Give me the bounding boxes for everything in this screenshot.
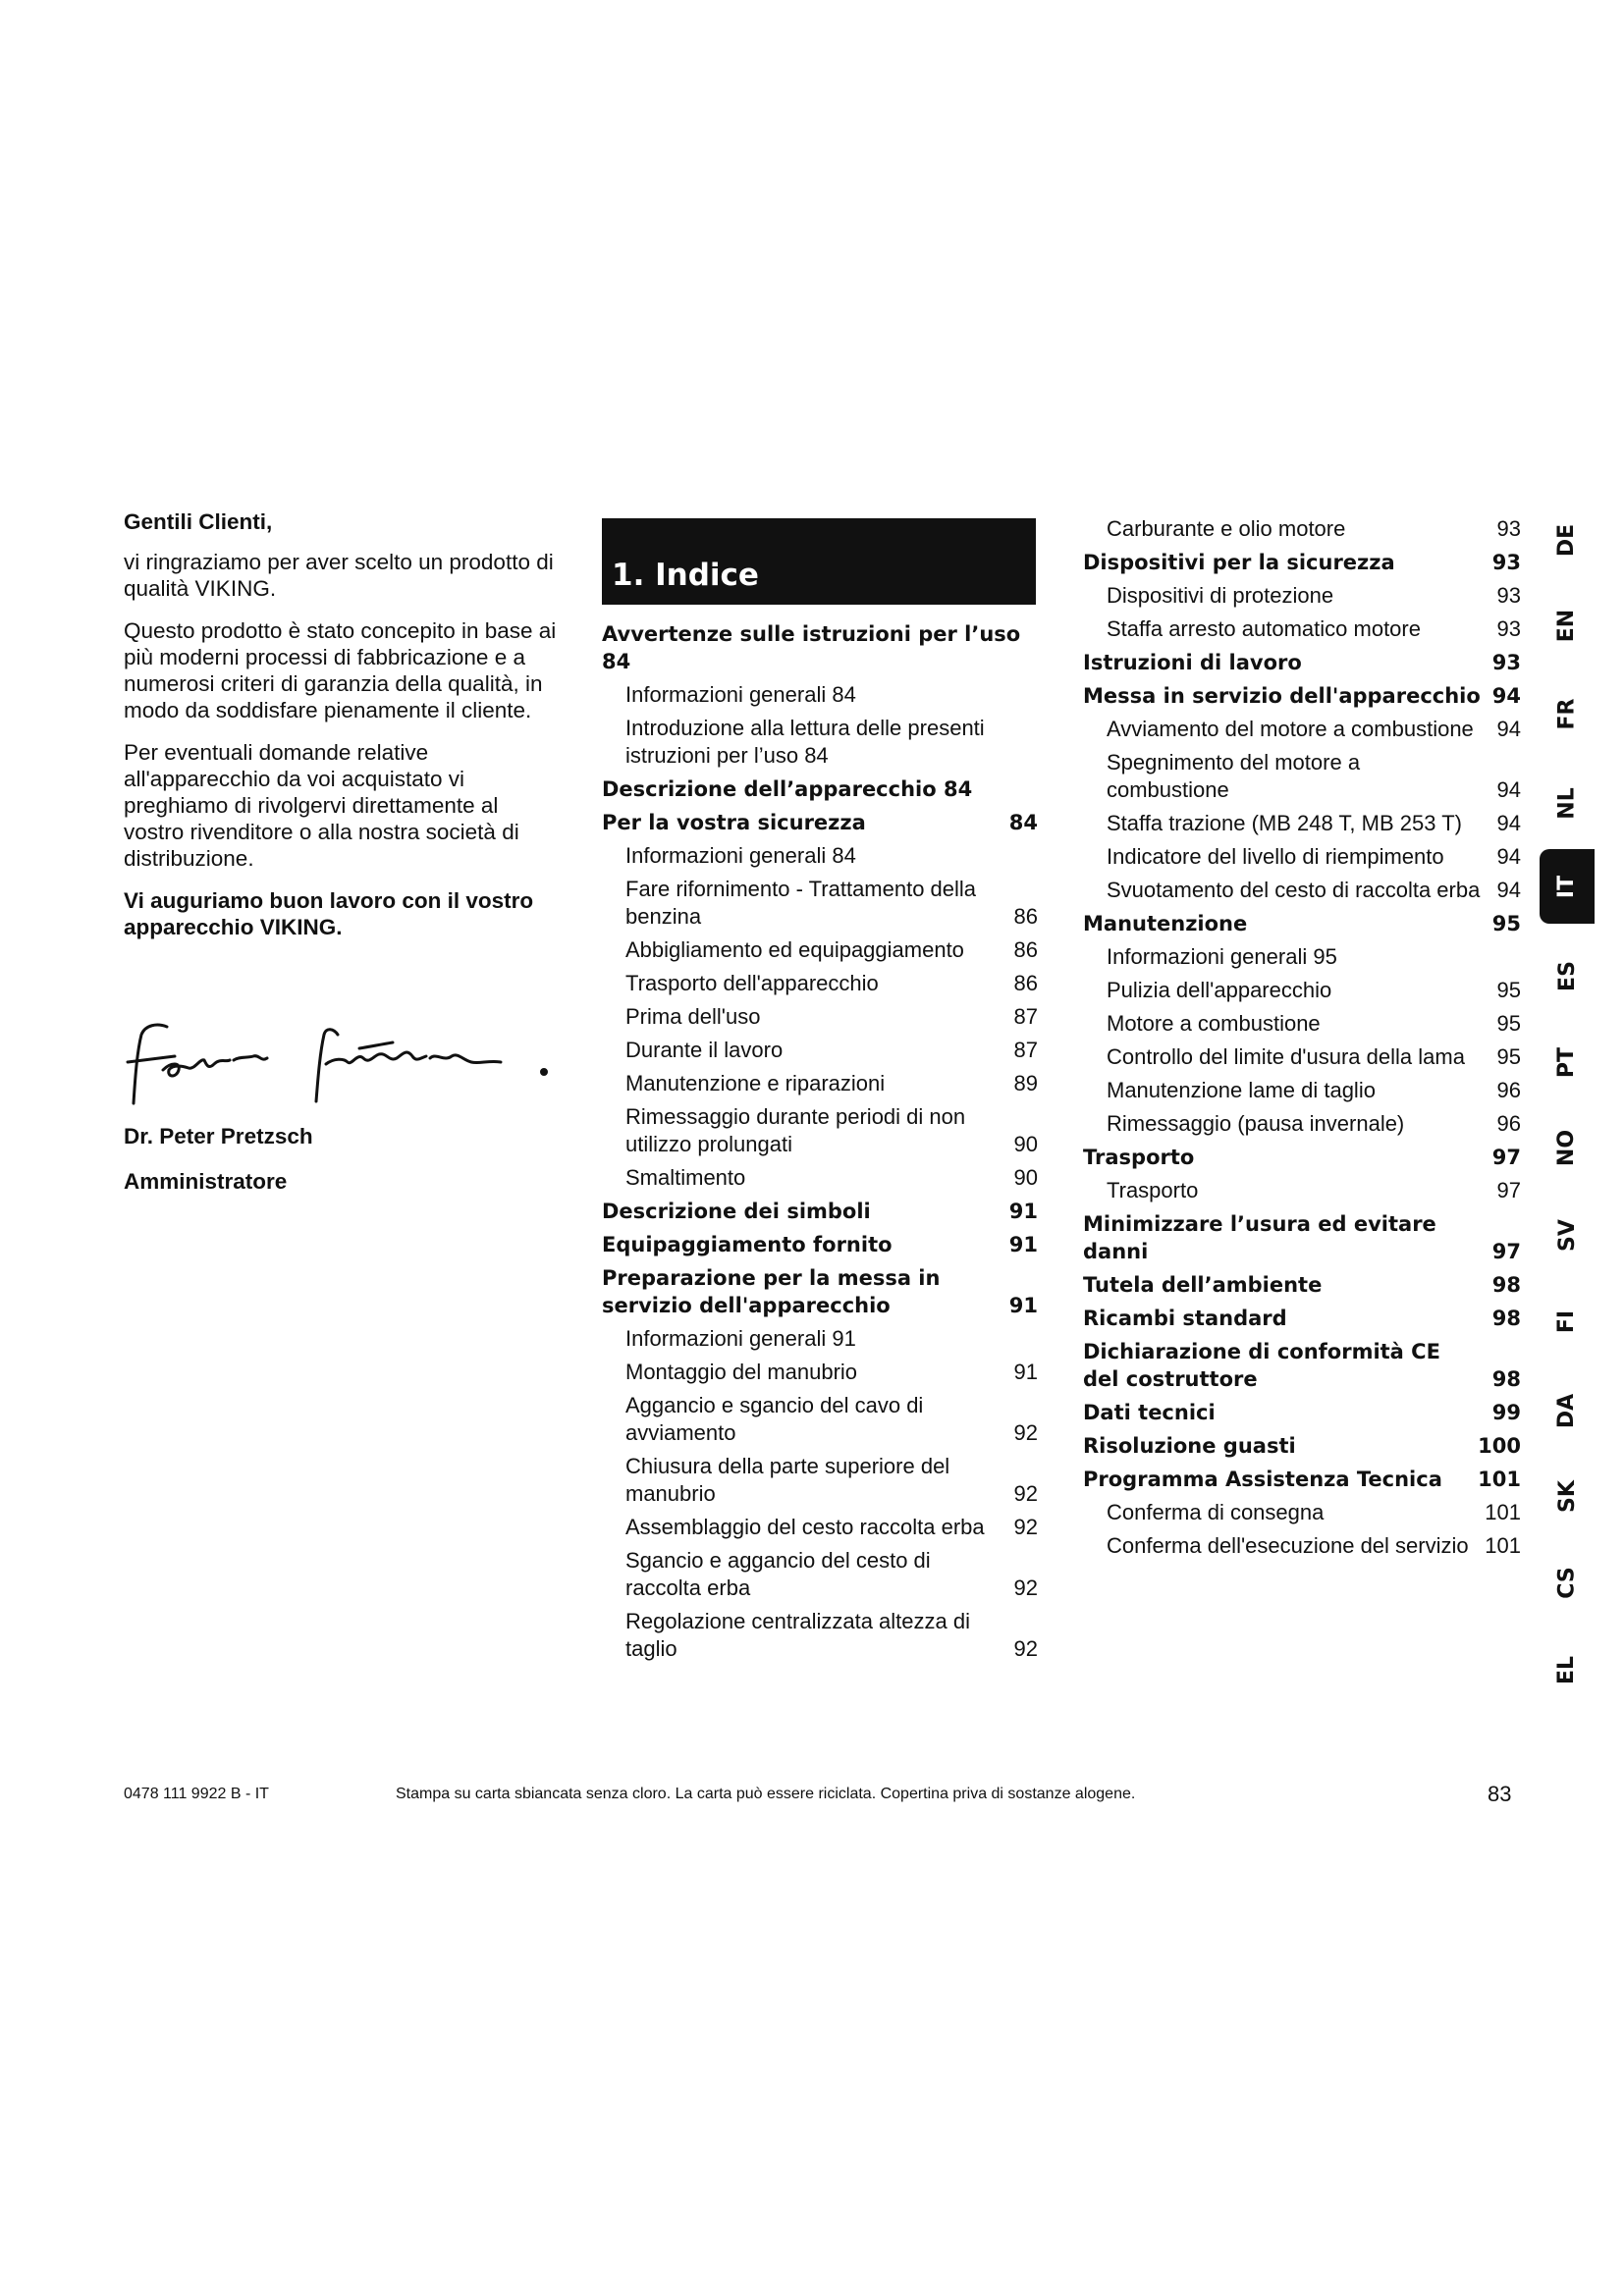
toc-entry-title: Messa in servizio dell'apparecchio (1083, 684, 1481, 708)
language-tab-label: DA (1554, 1393, 1580, 1428)
toc-entry (1083, 977, 1521, 1004)
language-tab-pt (1540, 1038, 1595, 1087)
toc-entry (1083, 582, 1521, 610)
language-tab-en (1540, 601, 1595, 650)
toc-entry (602, 1003, 1038, 1031)
toc-entry-page: 90 (1013, 1165, 1038, 1190)
toc-entry-title: Regolazione centralizzata altezza di taglio (625, 1609, 970, 1661)
toc-entry (1083, 1077, 1521, 1104)
language-tab-el (1540, 1645, 1595, 1694)
toc-entry-page: 87 (1013, 1038, 1038, 1062)
toc-entry (1083, 716, 1521, 743)
toc-entry-title: Avvertenze sulle istruzioni per l’uso 84 (602, 622, 1021, 673)
language-tab-label: FR (1554, 698, 1580, 729)
toc-entry-title: Assemblaggio del cesto raccolta erba (625, 1515, 985, 1539)
toc-entry-page: 94 (1496, 811, 1521, 835)
toc-entry (602, 1514, 1038, 1541)
language-tab-label: SV (1554, 1218, 1580, 1252)
toc-entry-page: 100 (1478, 1434, 1521, 1458)
toc-column-2 (602, 620, 1038, 1669)
toc-entry-title: Informazioni generali 84 (625, 682, 856, 707)
toc-entry (1083, 1177, 1521, 1204)
toc-entry (602, 1325, 1038, 1353)
toc-entry-page: 95 (1491, 912, 1521, 935)
handwritten-signature (124, 1013, 556, 1111)
toc-entry-title: Preparazione per la messa in servizio dell'apparecchio (602, 1266, 941, 1317)
toc-entry-title: Indicatore del livello di riempimento (1107, 844, 1444, 869)
toc-entry (602, 1264, 1038, 1319)
toc-entry (1083, 1043, 1521, 1071)
toc-entry-page: 86 (1013, 937, 1038, 962)
toc-entry-page: 93 (1496, 516, 1521, 541)
toc-entry (602, 1392, 1038, 1447)
toc-entry-page: 92 (1013, 1515, 1038, 1539)
toc-entry-page: 94 (1496, 777, 1521, 802)
toc-entry (1083, 1305, 1521, 1332)
toc-entry (602, 715, 1038, 770)
toc-entry (1083, 1110, 1521, 1138)
toc-entry-title: Staffa arresto automatico motore (1107, 616, 1421, 641)
toc-entry-title: Dispositivi per la sicurezza (1083, 551, 1395, 574)
toc-entry (602, 1359, 1038, 1386)
page-number: 83 (1488, 1782, 1512, 1806)
toc-entry (1083, 1144, 1521, 1171)
toc-entry-page: 101 (1485, 1533, 1521, 1558)
toc-entry-title: Dispositivi di protezione (1107, 583, 1334, 608)
language-tab-cs (1540, 1558, 1595, 1607)
toc-entry-page: 94 (1496, 717, 1521, 741)
language-tab-label: FI (1554, 1309, 1580, 1333)
toc-entry (602, 809, 1038, 836)
language-tab-it (1540, 849, 1595, 924)
toc-entry-title: Rimessaggio durante periodi di non utilizzo prolungati (625, 1104, 966, 1156)
language-tab-es (1540, 951, 1595, 1000)
toc-entry-page: 97 (1496, 1178, 1521, 1202)
language-tab-da (1540, 1386, 1595, 1435)
toc-entry-title: Svuotamento del cesto di raccolta erba (1107, 878, 1481, 902)
toc-entry-title: Ricambi standard (1083, 1307, 1287, 1330)
toc-entry-title: Risoluzione guasti (1083, 1434, 1296, 1458)
toc-entry (1083, 1210, 1521, 1265)
toc-entry (1083, 1532, 1521, 1560)
toc-entry (1083, 843, 1521, 871)
signer-name: Dr. Peter Pretzsch (124, 1124, 313, 1148)
toc-entry (1083, 749, 1521, 804)
toc-entry (602, 1070, 1038, 1097)
toc-entry-title: Manutenzione (1083, 912, 1248, 935)
toc-entry (602, 970, 1038, 997)
toc-entry-title: Spegnimento del motore a combustione (1107, 750, 1361, 802)
index-header (602, 518, 1036, 605)
toc-entry-title: Abbigliamento ed equipaggiamento (625, 937, 964, 962)
toc-entry (602, 1164, 1038, 1192)
toc-entry (1083, 682, 1521, 710)
toc-entry-title: Per la vostra sicurezza (602, 811, 866, 834)
toc-entry (1083, 810, 1521, 837)
toc-entry (602, 775, 1038, 803)
language-tab-label: SK (1554, 1479, 1580, 1513)
letter-paragraph-1: vi ringraziamo per aver scelto un prodotto di qualità VIKING. (124, 550, 554, 601)
toc-entry-title: Tutela dell’ambiente (1083, 1273, 1323, 1297)
toc-entry-page: 93 (1491, 551, 1521, 574)
toc-entry-page: 91 (1013, 1360, 1038, 1384)
toc-entry-page: 92 (1013, 1481, 1038, 1506)
language-tab-label: IT (1554, 875, 1580, 898)
toc-entry (1083, 615, 1521, 643)
toc-entry-page: 96 (1496, 1078, 1521, 1102)
toc-entry-title: Motore a combustione (1107, 1011, 1321, 1036)
toc-entry-title: Descrizione dell’apparecchio 84 (602, 777, 973, 801)
toc-entry-page: 92 (1013, 1636, 1038, 1661)
greeting: Gentili Clienti, (124, 509, 273, 534)
toc-entry-page: 101 (1485, 1500, 1521, 1524)
toc-entry-page: 91 (1008, 1233, 1038, 1256)
toc-entry (602, 842, 1038, 870)
language-tab-label: PT (1554, 1046, 1580, 1078)
toc-entry-title: Avviamento del motore a combustione (1107, 717, 1474, 741)
toc-entry-page: 90 (1013, 1132, 1038, 1156)
toc-entry-page: 93 (1496, 616, 1521, 641)
toc-entry-page: 97 (1491, 1240, 1521, 1263)
language-tab-sv (1540, 1210, 1595, 1259)
language-tab-sk (1540, 1471, 1595, 1521)
toc-entry-title: Durante il lavoro (625, 1038, 784, 1062)
toc-entry (1083, 1338, 1521, 1393)
toc-entry-page: 89 (1013, 1071, 1038, 1095)
toc-entry-title: Programma Assistenza Tecnica (1083, 1468, 1442, 1491)
language-tab-label: ES (1554, 960, 1580, 991)
toc-entry (1083, 1466, 1521, 1493)
toc-entry (602, 1037, 1038, 1064)
toc-entry (1083, 1399, 1521, 1426)
language-tab-fi (1540, 1297, 1595, 1346)
toc-entry-page: 95 (1496, 1044, 1521, 1069)
toc-column-3 (1083, 515, 1521, 1566)
toc-entry-page: 98 (1491, 1273, 1521, 1297)
toc-entry-page: 93 (1496, 583, 1521, 608)
toc-entry-page: 95 (1496, 1011, 1521, 1036)
toc-entry-title: Descrizione dei simboli (602, 1200, 871, 1223)
toc-entry-page: 94 (1496, 878, 1521, 902)
toc-entry (602, 681, 1038, 709)
toc-entry-title: Trasporto dell'apparecchio (625, 971, 879, 995)
toc-entry (1083, 649, 1521, 676)
toc-entry (602, 1608, 1038, 1663)
toc-entry (602, 1547, 1038, 1602)
toc-entry-page: 98 (1491, 1307, 1521, 1330)
toc-entry-title: Informazioni generali 84 (625, 843, 856, 868)
toc-entry-title: Fare rifornimento - Trattamento della benzina (625, 877, 977, 929)
language-tab-de (1540, 515, 1595, 564)
toc-entry-title: Rimessaggio (pausa invernale) (1107, 1111, 1405, 1136)
index-title: 1. Indice (612, 558, 759, 593)
toc-entry-title: Equipaggiamento fornito (602, 1233, 893, 1256)
toc-entry-title: Manutenzione lame di taglio (1107, 1078, 1376, 1102)
toc-entry (1083, 877, 1521, 904)
toc-entry (602, 876, 1038, 931)
toc-entry-title: Aggancio e sgancio del cavo di avviamento (625, 1393, 924, 1445)
language-tab-label: EL (1554, 1655, 1580, 1684)
footer-note: Stampa su carta sbiancata senza cloro. La carta può essere riciclata. Copertina priva di sostanze alogene. (396, 1786, 1136, 1802)
language-tab-label: NO (1554, 1129, 1580, 1166)
letter-column (124, 508, 561, 956)
toc-entry-page: 94 (1491, 684, 1521, 708)
toc-entry-page: 101 (1478, 1468, 1521, 1491)
language-tab-fr (1540, 689, 1595, 738)
toc-entry (602, 1103, 1038, 1158)
language-tab-label: EN (1554, 609, 1580, 642)
toc-entry (1083, 1010, 1521, 1038)
toc-entry-page: 92 (1013, 1420, 1038, 1445)
toc-entry-page: 91 (1008, 1200, 1038, 1223)
letter-wish: Vi auguriamo buon lavoro con il vostro apparecchio VIKING. (124, 888, 534, 939)
toc-entry-title: Pulizia dell'apparecchio (1107, 978, 1332, 1002)
toc-entry-title: Smaltimento (625, 1165, 746, 1190)
toc-entry-title: Trasporto (1107, 1178, 1199, 1202)
toc-entry-title: Chiusura della parte superiore del manubrio (625, 1454, 950, 1506)
toc-entry (602, 1453, 1038, 1508)
toc-entry-title: Staffa trazione (MB 248 T, MB 253 T) (1107, 811, 1462, 835)
toc-entry-page: 95 (1496, 978, 1521, 1002)
footer-code: 0478 111 9922 B - IT (124, 1786, 269, 1802)
toc-entry-page: 96 (1496, 1111, 1521, 1136)
toc-entry-page: 87 (1013, 1004, 1038, 1029)
language-tab-label: DE (1554, 523, 1580, 557)
toc-entry-title: Carburante e olio motore (1107, 516, 1346, 541)
toc-entry-title: Dichiarazione di conformità CE del costruttore (1083, 1340, 1440, 1391)
toc-entry-title: Prima dell'uso (625, 1004, 761, 1029)
toc-entry-title: Informazioni generali 95 (1107, 944, 1337, 969)
toc-entry (602, 936, 1038, 964)
toc-entry-title: Trasporto (1083, 1146, 1195, 1169)
toc-entry-title: Conferma di consegna (1107, 1500, 1325, 1524)
toc-entry-title: Dati tecnici (1083, 1401, 1216, 1424)
toc-entry (602, 1198, 1038, 1225)
toc-entry-page: 94 (1496, 844, 1521, 869)
toc-entry-page: 93 (1491, 651, 1521, 674)
letter-paragraph-3: Per eventuali domande relative all'apparecchio da voi acquistato vi preghiamo di rivolgervi direttamente al vostro rivenditore o alla nostra società di distribuzione. (124, 740, 519, 871)
toc-entry-title: Introduzione alla lettura delle presenti istruzioni per l’uso 84 (625, 716, 985, 768)
toc-entry-page: 84 (1008, 811, 1038, 834)
signer-role: Amministratore (124, 1169, 288, 1194)
toc-entry (1083, 910, 1521, 937)
toc-entry-title: Istruzioni di lavoro (1083, 651, 1302, 674)
toc-entry (602, 620, 1038, 675)
toc-entry (1083, 1432, 1521, 1460)
toc-entry (1083, 515, 1521, 543)
toc-entry-page: 97 (1491, 1146, 1521, 1169)
toc-entry-title: Manutenzione e riparazioni (625, 1071, 886, 1095)
toc-entry (1083, 549, 1521, 576)
toc-entry-page: 86 (1013, 971, 1038, 995)
toc-entry-title: Montaggio del manubrio (625, 1360, 858, 1384)
toc-entry-page: 91 (1008, 1294, 1038, 1317)
toc-entry (1083, 1271, 1521, 1299)
toc-entry-title: Controllo del limite d'usura della lama (1107, 1044, 1465, 1069)
signature-drawing (124, 1013, 556, 1111)
toc-entry-page: 92 (1013, 1575, 1038, 1600)
toc-entry (602, 1231, 1038, 1258)
toc-entry-title: Informazioni generali 91 (625, 1326, 856, 1351)
toc-entry (1083, 1499, 1521, 1526)
toc-entry (1083, 943, 1521, 971)
letter-paragraph-2: Questo prodotto è stato concepito in base ai più moderni processi di fabbricazione e a numerosi criteri di garanzia della qualità, in modo da soddisfare pienamente il cliente. (124, 618, 557, 722)
language-tab-label: NL (1554, 786, 1580, 820)
language-tab-nl (1540, 778, 1595, 828)
language-tab-label: CS (1554, 1566, 1580, 1599)
toc-entry-page: 86 (1013, 904, 1038, 929)
toc-entry-page: 98 (1491, 1367, 1521, 1391)
toc-entry-title: Minimizzare l’usura ed evitare danni (1083, 1212, 1436, 1263)
toc-entry-page: 99 (1491, 1401, 1521, 1424)
toc-entry-title: Sgancio e aggancio del cesto di raccolta erba (625, 1548, 931, 1600)
toc-entry-title: Conferma dell'esecuzione del servizio (1107, 1533, 1469, 1558)
language-tab-no (1540, 1123, 1595, 1172)
